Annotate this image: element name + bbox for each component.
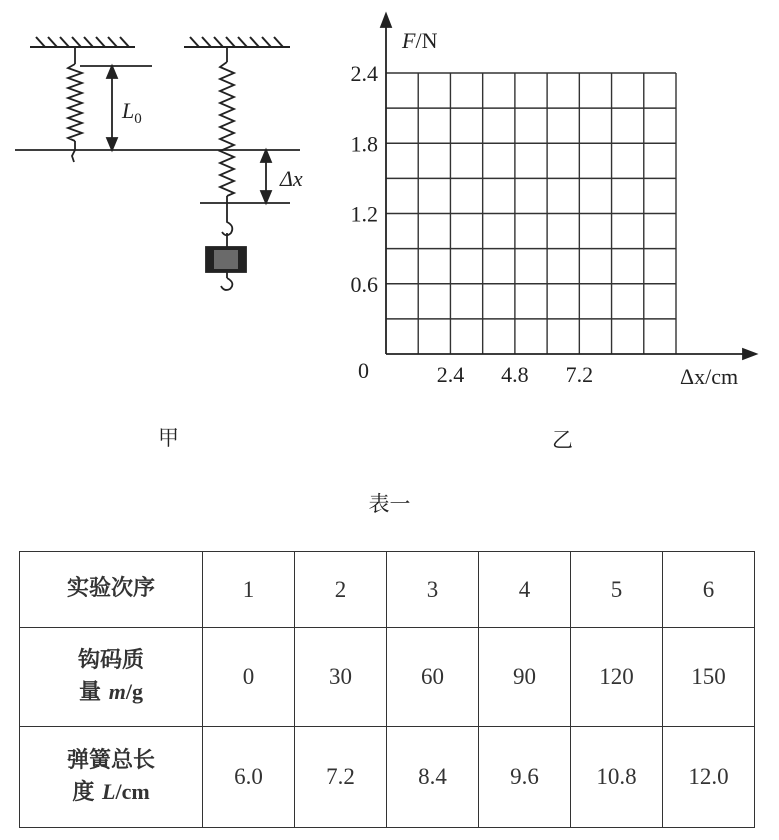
x-tick-label: 7.2 [565,362,594,387]
y-tick-label: 1.2 [350,201,378,227]
table-cell: 1 [203,552,295,628]
row-header [20,552,203,628]
grid-lines [386,73,676,354]
row-header-symbol: L [102,778,116,804]
x-tick-labels [437,362,593,387]
table-cell: 6 [663,552,755,628]
table-title: 表一 [368,492,411,516]
table-cell: 9.6 [479,727,571,828]
y-axis-arrow [381,14,391,27]
y-axis-label: F/N [402,28,438,53]
y-tick-labels [351,61,379,297]
table-row [20,628,755,727]
row-header-unit: g [131,678,143,704]
table-cell: 30 [295,628,387,727]
label-l0: $L_0$ [122,98,142,127]
y-tick-label: 1.8 [350,131,378,157]
caption-jia: 甲 [158,426,179,450]
y-tick-label: 2.4 [350,61,378,86]
table-row [20,727,755,828]
table-cell: 6.0 [203,727,295,828]
label-delta-x: Δx [280,166,303,191]
row-header [20,628,203,727]
table-cell: 5 [571,552,663,628]
table-cell: 2 [295,552,387,628]
axes [381,14,756,359]
table-cell: 7.2 [295,727,387,828]
table-body [20,552,755,828]
x-axis-label: Δx/cm [680,364,739,389]
row-header-slash: / [125,678,132,704]
table-cell: 150 [663,628,755,727]
table-cell: 12.0 [663,727,755,828]
origin-label: 0 [358,358,369,383]
table-cell: 8.4 [387,727,479,828]
table-cell: 10.8 [571,727,663,828]
row-header-symbol: m [108,678,126,704]
table-cell: 0 [203,628,295,727]
caption-yi: 乙 [552,428,573,452]
table-row [20,552,755,628]
data-table [19,551,755,828]
y-tick-label: 0.6 [350,271,378,297]
x-axis-arrow [743,349,756,359]
row-header-line2: 度 [72,779,102,805]
row-header-slash: / [115,778,122,804]
table-cell: 4 [479,552,571,628]
row-header-line2: 量 [79,679,109,705]
table-cell: 3 [387,552,479,628]
table-cell: 60 [387,628,479,727]
x-tick-label: 4.8 [501,362,529,387]
table-cell: 120 [571,628,663,727]
row-header [20,727,203,828]
row-header-label: 实验次序 [66,576,155,602]
table-cell: 90 [479,628,571,727]
row-header-line1: 弹簧总长 [66,747,155,773]
x-tick-label: 2.4 [436,362,465,387]
row-header-line1: 钩码质 [77,647,144,673]
row-header-unit: cm [121,778,150,804]
